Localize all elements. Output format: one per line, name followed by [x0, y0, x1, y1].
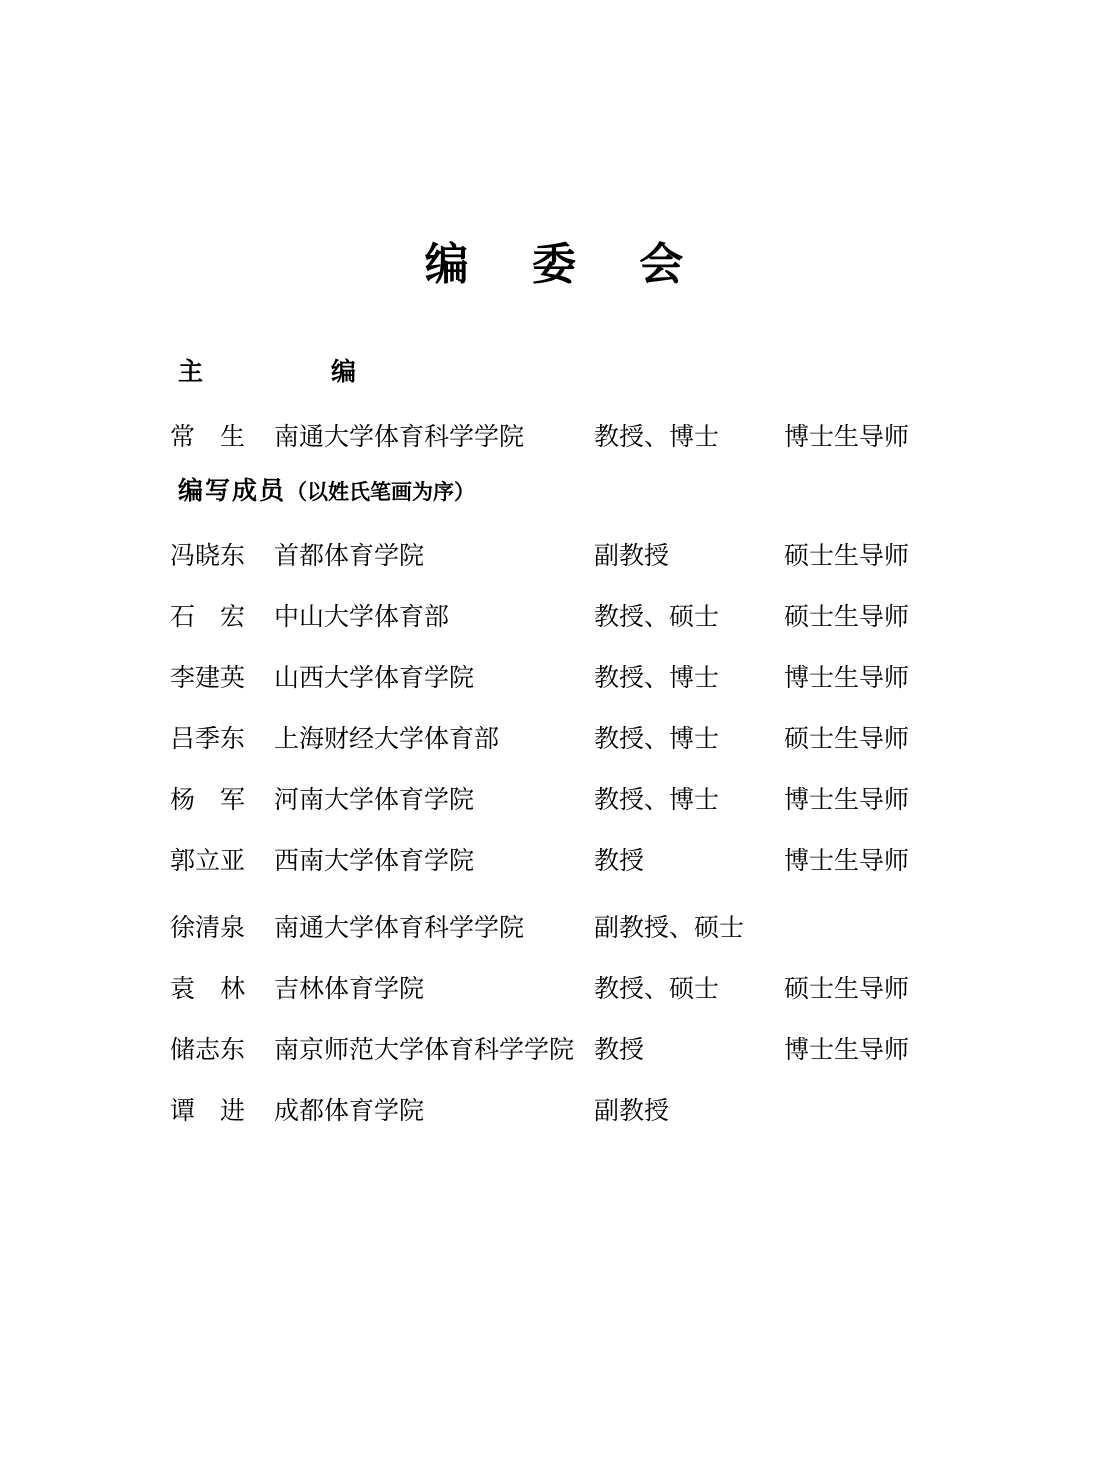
member-affiliation: 吉林体育学院: [274, 974, 425, 1003]
member-title: 教授: [594, 1035, 645, 1064]
member-affiliation: 西南大学体育学院: [274, 846, 475, 875]
member-affiliation: 南京师范大学体育科学学院: [274, 1035, 575, 1064]
member-title: 副教授: [594, 541, 670, 570]
member-name: 杨 军: [170, 785, 246, 814]
member-advisor: 博士生导师: [784, 1035, 910, 1064]
member-advisor: 博士生导师: [784, 663, 910, 692]
board-member-row: [170, 958, 970, 1019]
member-advisor: 博士生导师: [784, 785, 910, 814]
member-name: 谭 进: [170, 1096, 246, 1125]
member-name: 冯晓东: [170, 541, 246, 570]
member-name: 常 生: [170, 422, 246, 451]
board-member-row: [170, 1080, 970, 1141]
member-name: 储志东: [170, 1035, 246, 1064]
member-affiliation: 山西大学体育学院: [274, 663, 475, 692]
member-title: 教授、博士: [594, 422, 720, 451]
board-member-row: [170, 406, 970, 467]
section-heading-label: 编写成员: [178, 476, 287, 505]
member-title: 副教授: [594, 1096, 670, 1125]
member-affiliation: 河南大学体育学院: [274, 785, 475, 814]
member-title: 教授、硕士: [594, 974, 720, 1003]
member-affiliation: 成都体育学院: [274, 1096, 425, 1125]
member-name: 石 宏: [170, 602, 246, 631]
member-advisor: 硕士生导师: [784, 974, 910, 1003]
section-heading-editor-in-chief: [178, 352, 970, 388]
section-heading-members: [178, 471, 970, 507]
member-title: 教授、博士: [594, 785, 720, 814]
member-advisor: 硕士生导师: [784, 541, 910, 570]
member-title: 副教授、硕士: [594, 913, 745, 942]
member-affiliation: 南通大学体育科学学院: [274, 913, 525, 942]
member-title: 教授、硕士: [594, 602, 720, 631]
board-member-row: [170, 525, 970, 586]
board-member-row: [170, 708, 970, 769]
member-name: 郭立亚: [170, 846, 246, 875]
board-member-row: [170, 830, 970, 891]
member-title: 教授: [594, 846, 645, 875]
section-heading-note: （以姓氏笔画为序）: [286, 480, 476, 504]
member-affiliation: 南通大学体育科学学院: [274, 422, 525, 451]
member-name: 吕季东: [170, 724, 246, 753]
member-advisor: 硕士生导师: [784, 602, 910, 631]
page-title: 编 委 会: [424, 239, 708, 290]
board-member-row: [170, 647, 970, 708]
member-affiliation: 中山大学体育部: [274, 602, 450, 631]
member-advisor: 硕士生导师: [784, 724, 910, 753]
member-affiliation: 首都体育学院: [274, 541, 425, 570]
board-member-row: [170, 586, 970, 647]
board-member-row: [170, 769, 970, 830]
member-title: 教授、博士: [594, 724, 720, 753]
member-name: 李建英: [170, 663, 246, 692]
member-affiliation: 上海财经大学体育部: [274, 724, 500, 753]
board-member-row: [170, 897, 970, 958]
member-advisor: 博士生导师: [784, 422, 910, 451]
board-member-row: [170, 1019, 970, 1080]
member-name: 袁 林: [170, 974, 246, 1003]
member-advisor: 博士生导师: [784, 846, 910, 875]
editorial-board-content: [170, 352, 970, 1141]
member-name: 徐清泉: [170, 913, 246, 942]
section-heading-label: 主 编: [178, 357, 383, 386]
member-title: 教授、博士: [594, 663, 720, 692]
